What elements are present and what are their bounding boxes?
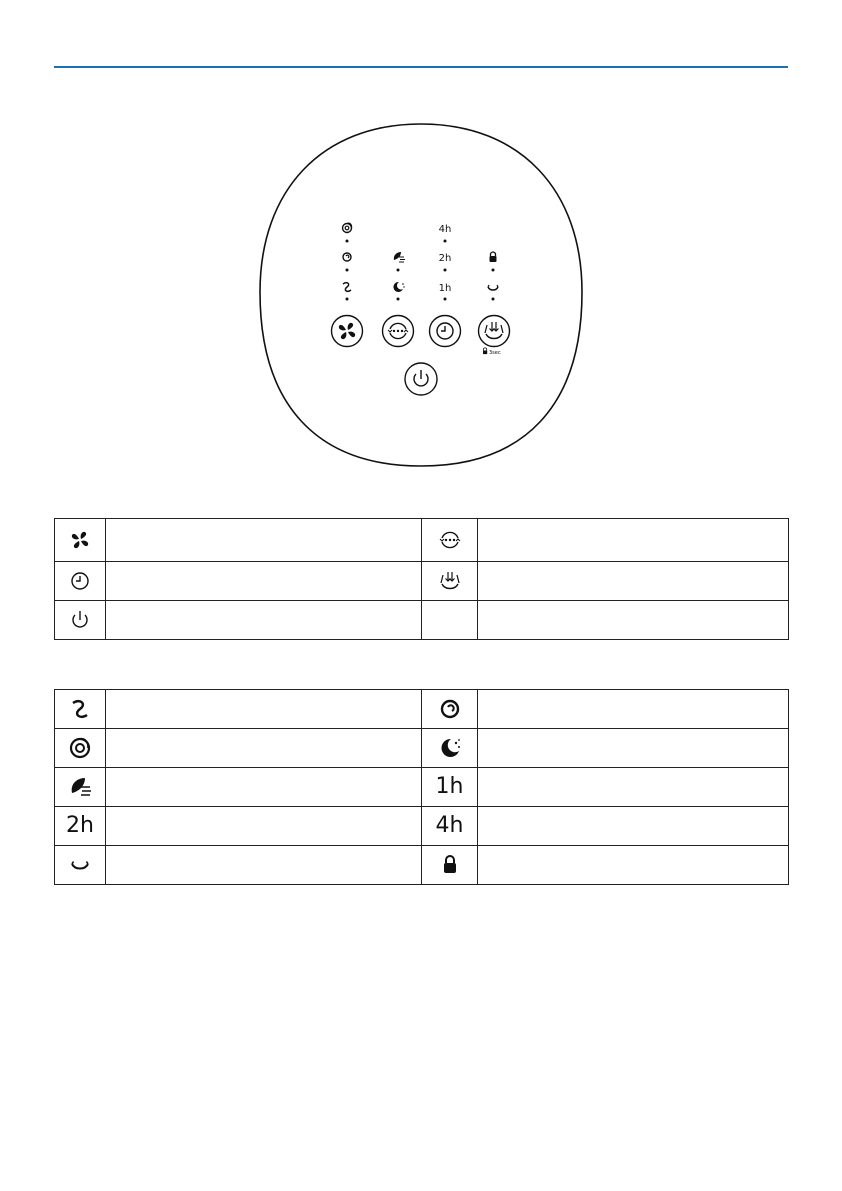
indicator-dot (397, 269, 400, 272)
legend-description-cell (478, 690, 789, 729)
legend-icon-cell (55, 601, 106, 640)
legend-icon-cell (55, 807, 106, 846)
speed-3-icon (68, 736, 92, 760)
legend-description-cell (478, 846, 789, 885)
legend-description-cell (478, 601, 789, 640)
legend-icon-cell (422, 807, 478, 846)
control-panel (258, 122, 584, 468)
table-row (55, 846, 789, 885)
indicator-dot (444, 240, 447, 243)
timer-button[interactable] (430, 316, 461, 347)
table-row (55, 562, 789, 601)
legend-icon-cell (55, 690, 106, 729)
control-panel-drawing (258, 122, 584, 468)
legend-icon-cell (422, 846, 478, 885)
power-icon (69, 609, 91, 631)
legend-description-cell (106, 807, 422, 846)
power-button[interactable] (405, 363, 437, 395)
legend-icon-cell (55, 846, 106, 885)
indicator-dot (397, 298, 400, 301)
speed-2-icon (438, 697, 462, 721)
timer-1h-label: 1h (438, 283, 452, 294)
legend-description-cell (106, 768, 422, 807)
humidify-button[interactable] (479, 316, 510, 347)
legend-icon-cell (55, 519, 106, 562)
legend-description-cell (106, 519, 422, 562)
legend-icon-cell (55, 768, 106, 807)
legend-description-cell (478, 562, 789, 601)
legend-description-cell (478, 729, 789, 768)
legend-icon-cell (422, 601, 478, 640)
humidify-icon (438, 569, 462, 593)
button-legend-table (54, 518, 789, 640)
timer-icon (69, 570, 91, 592)
lock-icon (439, 854, 461, 876)
indicator-dot (346, 240, 349, 243)
indicator-dot (346, 298, 349, 301)
legend-icon-cell (55, 562, 106, 601)
legend-icon-cell (422, 519, 478, 562)
legend-icon-cell (55, 729, 106, 768)
indicator-dot (492, 298, 495, 301)
timer-1h-label: 1h (435, 774, 464, 799)
legend-description-cell (478, 807, 789, 846)
panel-outline (260, 124, 582, 466)
legend-description-cell (106, 846, 422, 885)
sleep-icon (438, 736, 462, 760)
table-row (55, 519, 789, 562)
legend-icon-cell (422, 768, 478, 807)
timer-4h-label: 4h (435, 813, 464, 838)
indicator-dot (346, 269, 349, 272)
table-row (55, 601, 789, 640)
lock-hint-text: 3sec (489, 350, 501, 356)
timer-2h-label: 2h (438, 253, 452, 264)
allergen-icon (68, 775, 92, 799)
timer-4h-label: 4h (438, 224, 452, 235)
indicator-dot (444, 298, 447, 301)
legend-description-cell (106, 562, 422, 601)
legend-description-cell (106, 729, 422, 768)
legend-description-cell (106, 690, 422, 729)
legend-description-cell (478, 768, 789, 807)
fan-speed-button[interactable] (332, 316, 363, 347)
legend-description-cell (106, 601, 422, 640)
table-row (55, 807, 789, 846)
humidify-indicator-icon (68, 853, 92, 877)
legend-icon-cell (422, 562, 478, 601)
mode-button[interactable] (383, 316, 414, 347)
indicator-dot (492, 269, 495, 272)
timer-2h-label: 2h (66, 813, 94, 838)
header-rule (54, 66, 788, 68)
legend-icon-cell (422, 690, 478, 729)
table-row (55, 690, 789, 729)
table-row (55, 729, 789, 768)
legend-description-cell (478, 519, 789, 562)
legend-icon-cell (422, 729, 478, 768)
fan-speed-icon (68, 528, 92, 552)
indicator-dot (444, 269, 447, 272)
mode-icon (438, 528, 462, 552)
indicator-legend-table (54, 689, 789, 885)
speed-1-icon (68, 697, 92, 721)
table-row (55, 768, 789, 807)
